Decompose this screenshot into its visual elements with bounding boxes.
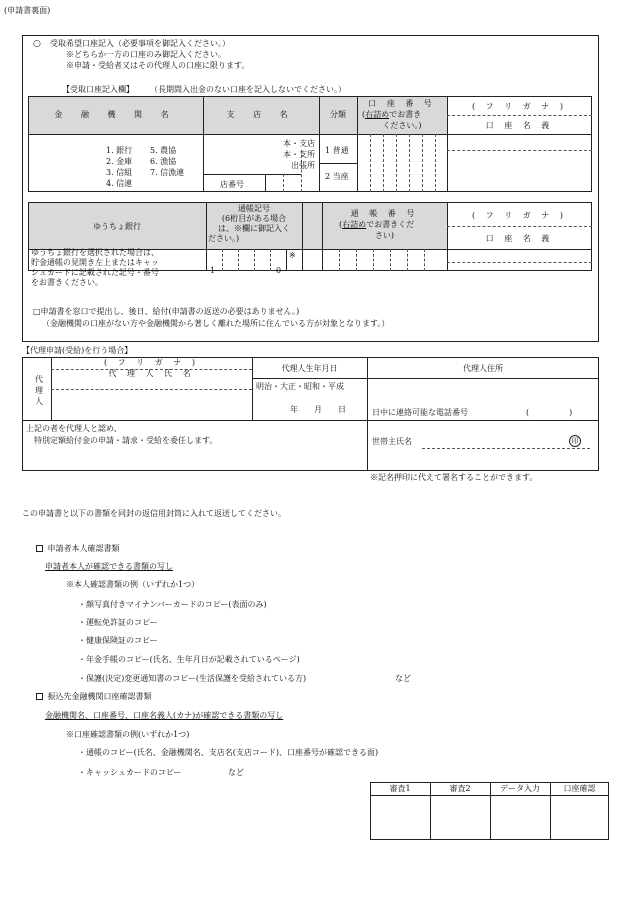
sec2-item-1: ・通帳のコピー(氏名、金融機関名、支店名(支店コード)、口座番号が確認できる面) — [78, 748, 379, 757]
bullet: ○ — [33, 39, 41, 49]
proxy-eras: 明治・大正・昭和・平成 — [256, 382, 344, 391]
review-header-2: 審査2 — [449, 784, 471, 793]
page-title: (申請書裏面) — [4, 6, 51, 15]
bank-name-header: 金 融 機 関 名 — [54, 110, 177, 119]
yucho-holder-header: 口 座 名 義 — [485, 234, 554, 243]
delegation-line-2: 特別定額給付金の申請・請求・受給を委任します。 — [34, 436, 218, 445]
proxy-title: 【代理申請(受給)を行う場合】 — [22, 346, 133, 355]
acct-type-current: 2 当座 — [325, 172, 349, 181]
yucho-number-header-1: 通 帳 番 号 — [350, 209, 419, 218]
field-label: 【受取口座記入欄】 — [62, 85, 134, 94]
sec1-item-1: ・顔写真付きマイナンバーカードのコピー(表面のみ) — [78, 600, 267, 609]
branch-header: 支 店 名 — [226, 110, 296, 119]
branch-types: 本・支店 本・支所 出張所 — [283, 139, 315, 170]
branch-number-label: 店番号 — [220, 180, 244, 189]
type-header: 分類 — [330, 110, 346, 119]
sec2-title: 振込先金融機関口座確認書類 — [36, 692, 152, 702]
acct-number-header-3: ください。) — [382, 121, 422, 130]
sec2-item-2: ・キャッシュカードのコピー — [78, 768, 182, 777]
sec1-title: 申請者本人確認書類 — [36, 544, 120, 554]
delegation-line-1: 上記の者を代理人と認め、 — [26, 424, 122, 433]
proxy-address-header: 代理人住所 — [463, 364, 503, 373]
proxy-side-label: 代 理 人 — [35, 375, 43, 406]
proxy-furigana-header: ( フ リ ガ ナ ) — [104, 358, 199, 367]
account-title: 受取希望口座記入（必要事項を御記入ください。） — [50, 39, 230, 48]
yucho-description: ゆうちょ銀行を選択された場合は、 貯金通帳の見開き左上またはキャッ シュカードに記載された記号・番号 をお書きください。 — [31, 248, 159, 287]
sec2-etc: など — [228, 768, 244, 777]
window-note-1: □申請書を窓口で提出し、後日、給付(申請書の返送の必要はありません。) — [33, 307, 300, 316]
account-note-2: ※申請・受給者又はその代理人の口座に限ります。 — [66, 61, 250, 70]
account-note-1: ※どちらか一方の口座のみ御記入ください。 — [66, 50, 226, 59]
acct-number-header-2: (右詰めでお書き — [362, 110, 422, 119]
proxy-ymd: 年 月 日 — [290, 405, 346, 414]
yucho-digit-first: 1 — [210, 266, 216, 275]
acct-number-header-1: 口 座 番 号 — [368, 99, 436, 108]
proxy-phone-paren: ( ) — [526, 408, 573, 417]
instructions-intro: この申請書と以下の書類を同封の返信用封筒に入れて返送してください。 — [22, 509, 286, 518]
review-header-1: 審査1 — [389, 784, 411, 793]
bank-types-col1: 1. 銀行 2. 金庫 3. 信組 4. 信連 — [106, 146, 133, 188]
sec2-example: ※口座確認書類の例(いずれか1つ) — [66, 730, 190, 739]
sec1-item-4: ・年金手帳のコピー(氏名、生年月日が記載されているページ) — [78, 655, 300, 664]
window-note-2: （金融機関の口座がない方や金融機関から著しく離れた場所に住んでいる方が対象となります。） — [42, 319, 390, 328]
sec1-example: ※本人確認書類の例（いずれか1つ） — [66, 580, 200, 589]
yucho-code-header: 通帳記号 (6桁目がある場合 は、※欄に御記入く ださい。) — [208, 204, 290, 243]
review-header-3: データ入力 — [500, 784, 540, 793]
yucho-name-header: ゆうちょ銀行 — [93, 222, 141, 231]
yucho-star: ※ — [289, 251, 296, 260]
sec1-item-5: ・保護(決定)変更通知書のコピー(生活保護を受給されている方) — [78, 674, 307, 683]
sign-note: ※記名押印に代えて署名することができます。 — [370, 473, 538, 482]
proxy-birth-header: 代理人生年月日 — [281, 364, 338, 373]
yucho-digit-last: 0 — [276, 266, 282, 275]
sec1-item-3: ・健康保険証のコピー — [78, 636, 158, 645]
field-note: （長期間入出金のない口座を記入しないでください。） — [150, 85, 346, 94]
acct-type-ordinary: 1 普通 — [325, 146, 349, 155]
yucho-furigana-header: ( フ リ ガ ナ ) — [472, 211, 567, 220]
bank-types-col2: 5. 農協 6. 漁協 7. 信漁連 — [150, 146, 185, 177]
review-header-4: 口座確認 — [563, 784, 596, 793]
proxy-name-header: 代 理 人 氏 名 — [108, 369, 195, 378]
yucho-number-header-3: さい) — [374, 231, 395, 240]
seal-mark: 印 — [569, 435, 581, 447]
household-head-label: 世帯主氏名 — [372, 437, 412, 446]
sec1-sub: 申請者本人が確認できる書類の写し — [45, 562, 173, 571]
holder-header: 口 座 名 義 — [485, 121, 554, 130]
proxy-phone-label: 日中に連絡可能な電話番号 — [372, 408, 468, 417]
yucho-number-header-2: (右詰めでお書きくだ — [339, 220, 415, 229]
sec2-sub: 金融機関名、口座番号、口座名義人(カナ)が確認できる書類の写し — [45, 711, 284, 720]
sec1-etc: など — [395, 674, 411, 683]
sec1-item-2: ・運転免許証のコピー — [78, 618, 158, 627]
furigana-header: ( フ リ ガ ナ ) — [472, 102, 567, 111]
